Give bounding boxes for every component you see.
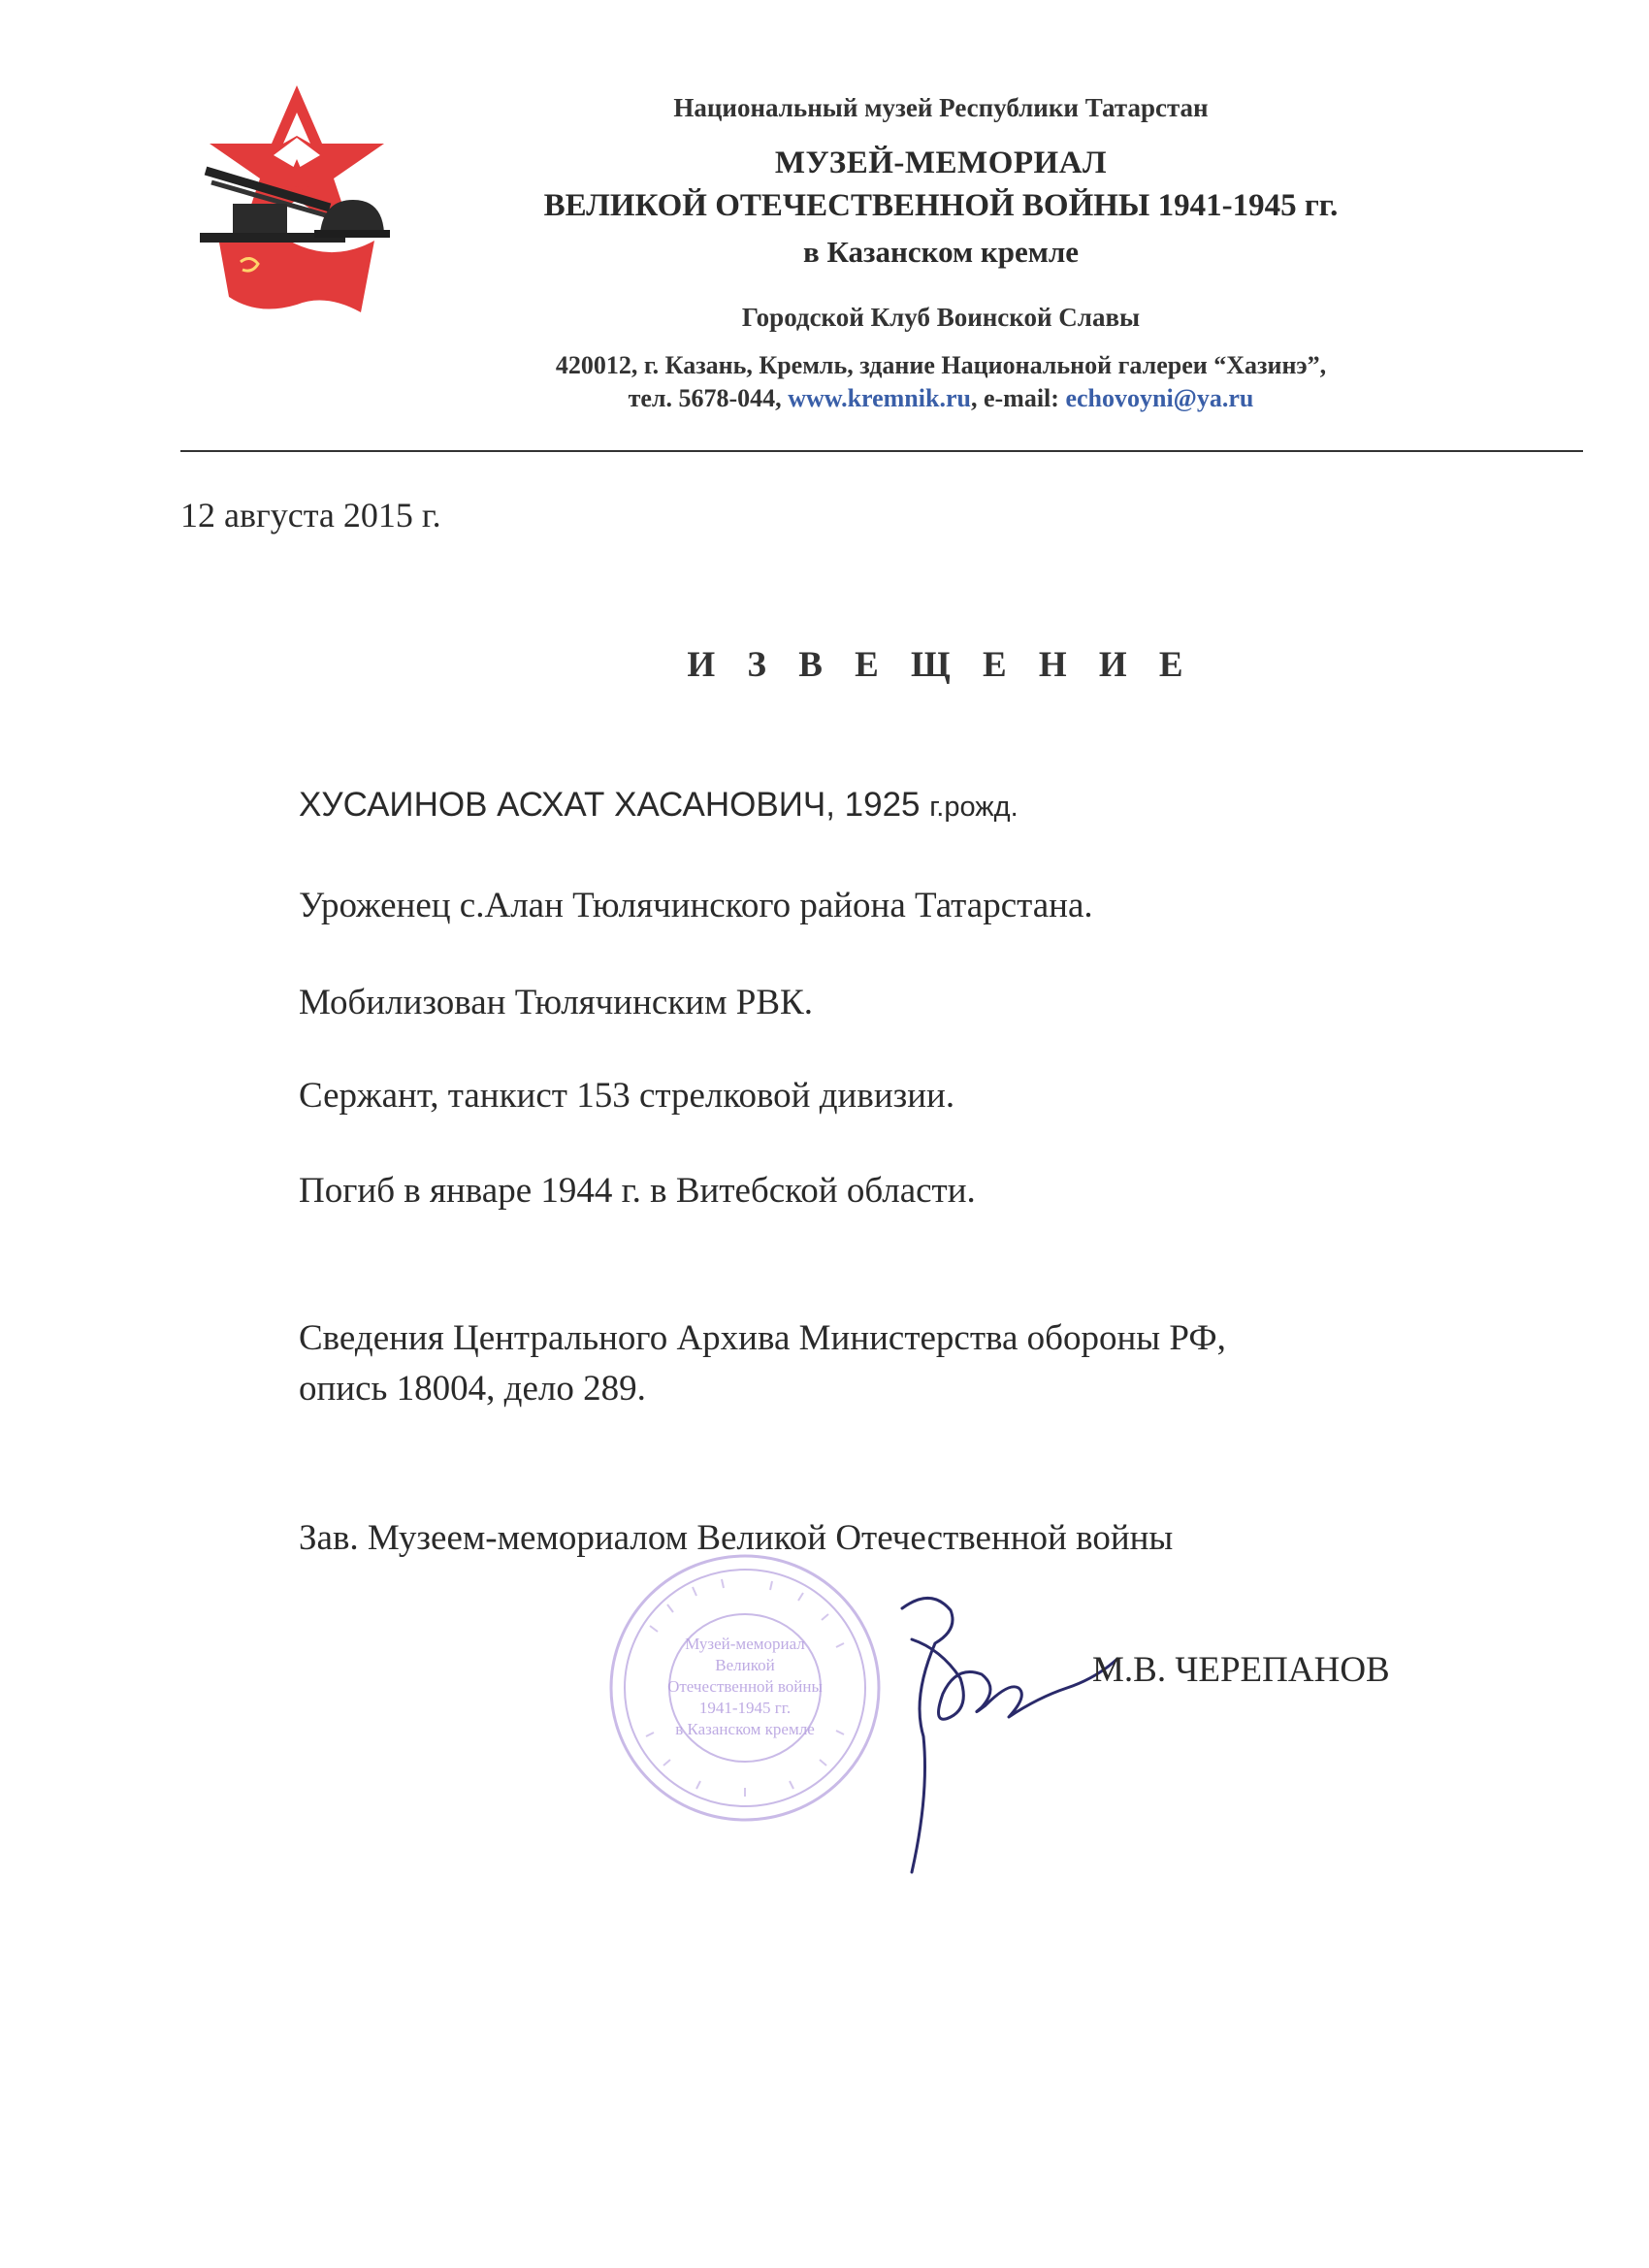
- club-name: Городской Клуб Воинской Славы: [741, 303, 1141, 332]
- stamp-line-4: 1941-1945 гг.: [698, 1699, 792, 1717]
- stamp-line-1: Музей-мемориал: [685, 1635, 805, 1653]
- source-line-2: опись 18004, дело 289.: [299, 1369, 646, 1409]
- stamp-line-3: Отечественной войны: [667, 1677, 823, 1696]
- person-name-line: [299, 786, 1018, 825]
- header-divider: [180, 450, 1583, 452]
- address: 420012, г. Казань, Кремль, здание Национальной галереи “Хазинэ”,: [555, 351, 1327, 379]
- museum-title-line3: в Казанском кремле: [803, 235, 1079, 269]
- mobilization-line: Мобилизован Тюлячинским РВК.: [299, 983, 813, 1022]
- source-line-1: Сведения Центрального Архива Министерства обороны РФ,: [299, 1318, 1226, 1358]
- stamp-line-2: Великой: [715, 1656, 775, 1674]
- phone: тел. 5678-044,: [628, 384, 782, 412]
- rank-line: Сержант, танкист 153 стрелковой дивизии.: [299, 1076, 955, 1116]
- email-link[interactable]: echovoyni@ya.ru: [1065, 384, 1254, 412]
- handwritten-signature: [873, 1581, 1125, 1882]
- organization-name: Национальный музей Республики Татарстан: [673, 93, 1209, 122]
- document-title: И З В Е Щ Е Н И Е: [687, 645, 1195, 685]
- document-date: 12 августа 2015 г.: [180, 496, 441, 535]
- person-name: ХУСАИНОВ АСХАТ ХАСАНОВИЧ, 1925: [299, 786, 921, 824]
- stamp-line-5: в Казанском кремле: [675, 1720, 815, 1738]
- museum-title-line2: ВЕЛИКОЙ ОТЕЧЕСТВЕННОЙ ВОЙНЫ 1941-1945 гг.: [543, 188, 1339, 223]
- website-link[interactable]: www.kremnik.ru: [788, 384, 971, 412]
- contacts: [427, 384, 1455, 413]
- red-star-memorial-logo: [190, 80, 404, 322]
- position-title: Зав. Музеем-мемориалом Великой Отечественной войны: [299, 1518, 1174, 1558]
- death-line: Погиб в январе 1944 г. в Витебской области.: [299, 1171, 976, 1211]
- birthplace-line: Уроженец с.Алан Тюлячинского района Татарстана.: [299, 886, 1093, 925]
- signer-name: М.В. ЧЕРЕПАНОВ: [1092, 1650, 1390, 1690]
- birth-suffix: г.рожд.: [929, 792, 1018, 823]
- email-label: , e-mail:: [970, 384, 1059, 412]
- museum-stamp: [599, 1542, 890, 1833]
- museum-title-line1: МУЗЕЙ-МЕМОРИАЛ: [774, 146, 1108, 180]
